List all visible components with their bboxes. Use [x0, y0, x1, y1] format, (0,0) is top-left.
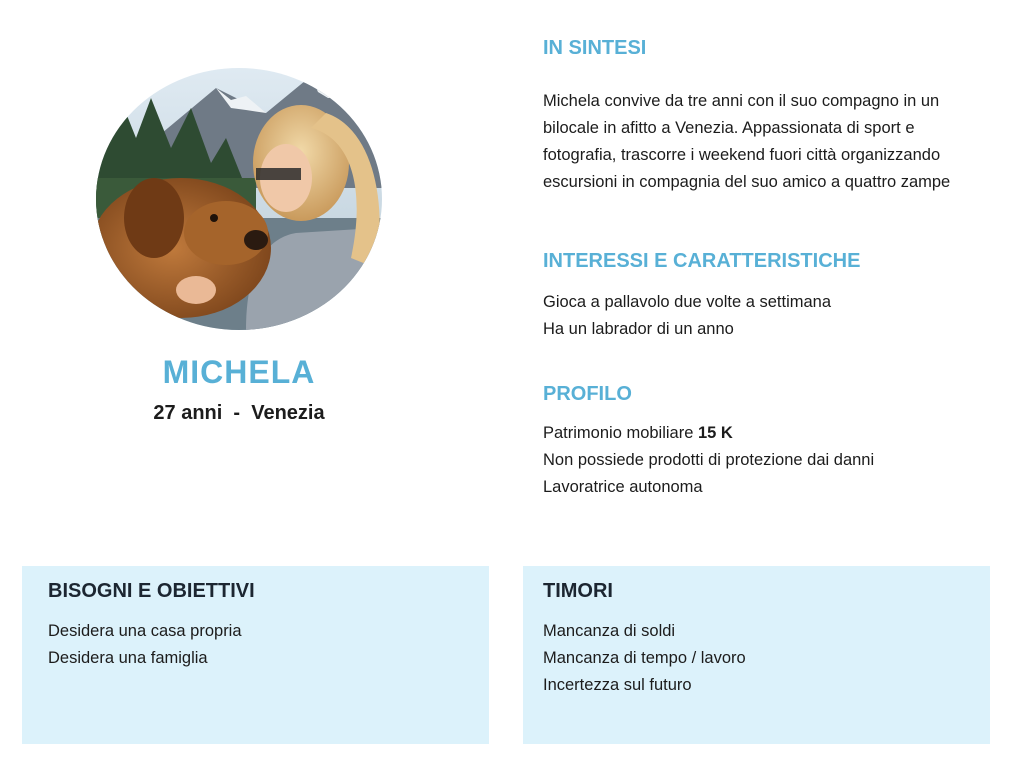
persona-age-location: 27 anni - Venezia — [153, 402, 325, 424]
profile-item: Non possiede prodotti di protezione dai danni — [543, 451, 875, 469]
fear-item: Mancanza di soldi — [543, 622, 676, 640]
profile-list — [543, 420, 983, 501]
interest-item: Gioca a pallavolo due volte a settimana — [543, 293, 832, 311]
profile-title: PROFILO — [543, 383, 632, 405]
summary-text — [543, 88, 983, 196]
wealth-label: Patrimonio mobiliare — [543, 424, 698, 442]
need-item: Desidera una casa propria — [48, 622, 242, 640]
needs-title: BISOGNI E OBIETTIVI — [48, 580, 255, 602]
needs-list — [48, 618, 242, 672]
need-item: Desidera una famiglia — [48, 649, 208, 667]
summary-title: IN SINTESI — [543, 37, 647, 59]
summary-line: fotografia, trascorre i weekend fuori città organizzando — [543, 146, 941, 164]
fear-item: Mancanza di tempo / lavoro — [543, 649, 746, 667]
needs-card — [22, 566, 489, 744]
profile-item: Lavoratrice autonoma — [543, 478, 703, 496]
interests-title: INTERESSI E CARATTERISTICHE — [543, 250, 861, 272]
interest-item: Ha un labrador di un anno — [543, 320, 734, 338]
fear-item: Incertezza sul futuro — [543, 676, 692, 694]
fears-card — [523, 566, 990, 744]
fears-list — [543, 618, 746, 699]
wealth-value: 15 K — [697, 424, 733, 442]
summary-line: Michela convive da tre anni con il suo compagno in un — [543, 92, 940, 110]
interests-list — [543, 289, 983, 343]
summary-line: escursioni in compagnia del suo amico a quattro zampe — [543, 173, 951, 191]
persona-name: MICHELA — [162, 354, 316, 390]
profile-item-wealth — [543, 420, 983, 447]
persona-photo — [96, 68, 382, 330]
dog-and-woman-photo-icon — [96, 68, 382, 330]
fears-title: TIMORI — [543, 580, 613, 602]
summary-line: bilocale in afitto a Venezia. Appassionata di sport e — [543, 119, 915, 137]
